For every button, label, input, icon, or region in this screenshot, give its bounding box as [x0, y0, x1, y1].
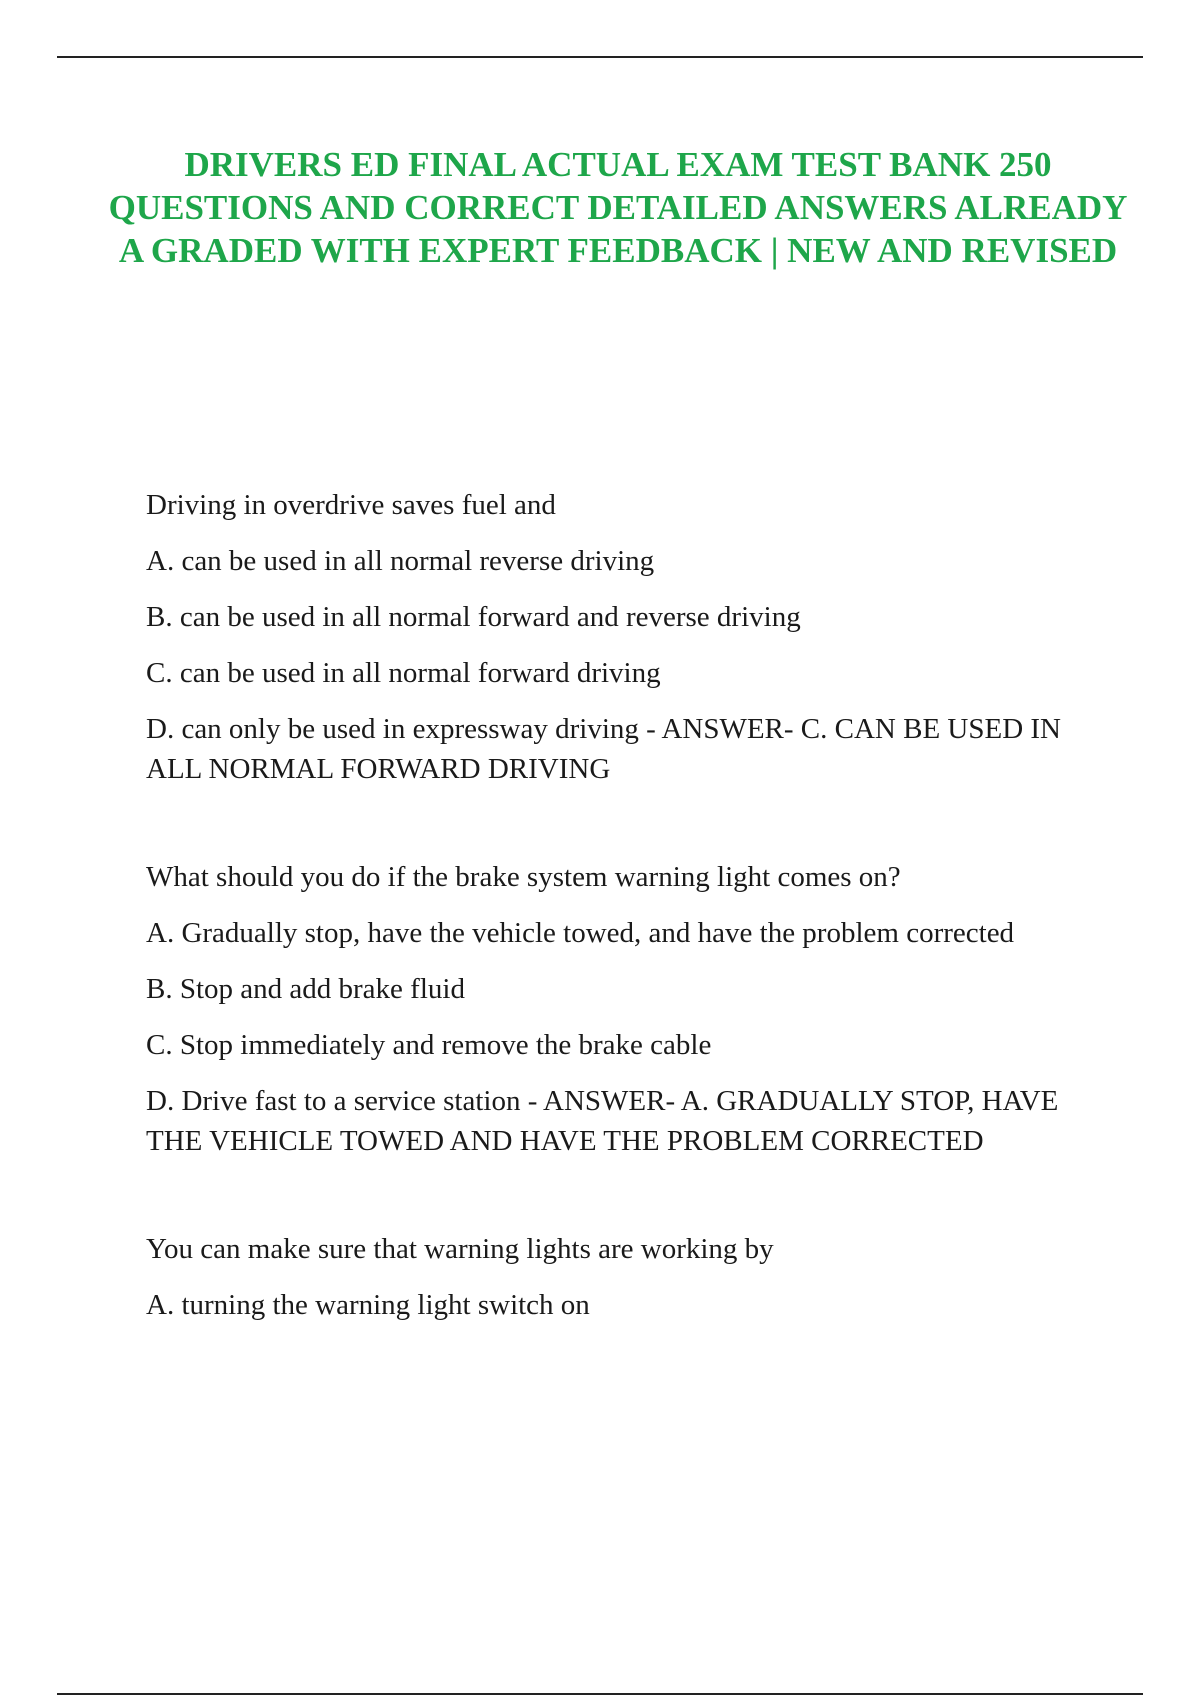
- answer-option: A. can be used in all normal reverse driving: [146, 545, 655, 577]
- question-block: [146, 1229, 1106, 1325]
- document-body: [146, 485, 1106, 1393]
- question-text: What should you do if the brake system warning light comes on?: [146, 861, 901, 893]
- question-block: [146, 857, 1106, 1161]
- question-text: Driving in overdrive saves fuel and: [146, 489, 556, 521]
- top-divider: [57, 56, 1143, 58]
- answer-option: A. turning the warning light switch on: [146, 1289, 590, 1321]
- question-text: You can make sure that warning lights are working by: [146, 1233, 774, 1265]
- question-block: [146, 485, 1106, 789]
- answer-option: D. can only be used in expressway driving - ANSWER- C. CAN BE USED IN ALL NORMAL FORWARD DRIVING: [146, 713, 1062, 785]
- answer-option: C. Stop immediately and remove the brake cable: [146, 1029, 712, 1061]
- answer-option: C. can be used in all normal forward driving: [146, 657, 661, 689]
- answer-option: B. can be used in all normal forward and reverse driving: [146, 601, 801, 633]
- answer-option: B. Stop and add brake fluid: [146, 973, 465, 1005]
- document-title: DRIVERS ED FINAL ACTUAL EXAM TEST BANK 250 QUESTIONS AND CORRECT DETAILED ANSWERS ALREADY A GRADED WITH EXPERT FEEDBACK | NEW AND REVISED: [108, 145, 1128, 270]
- bottom-divider: [57, 1693, 1143, 1695]
- answer-option: A. Gradually stop, have the vehicle towed, and have the problem corrected: [146, 917, 1015, 949]
- answer-option: D. Drive fast to a service station - ANSWER- A. GRADUALLY STOP, HAVE THE VEHICLE TOWED AND HAVE THE PROBLEM CORRECTED: [146, 1085, 1059, 1157]
